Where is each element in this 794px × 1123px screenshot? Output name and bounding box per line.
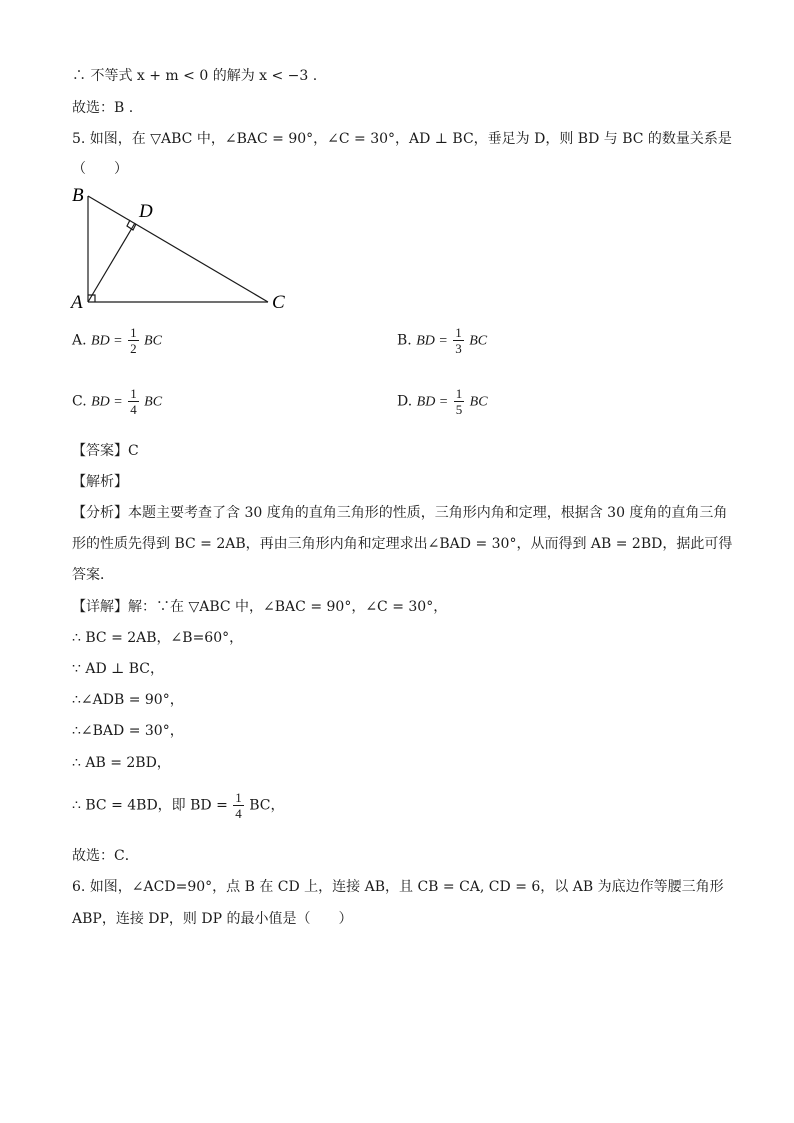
label-c: C	[272, 292, 285, 312]
label-b: B	[72, 185, 84, 206]
detail-last-pre: ∴ BC = 4BD，即 BD =	[72, 797, 228, 814]
option-letter: D.	[397, 393, 413, 410]
option-lhs: BD =	[416, 394, 449, 410]
q6-stem-line-2: ABP，连接 DP，则 DP 的最小值是（ ）	[72, 911, 353, 927]
detail-line-3: ∵ AD ⊥ BC，	[72, 661, 165, 677]
option-rhs: BC	[469, 333, 488, 349]
fraction: $\frac{1}{2}$	[130, 325, 137, 356]
option-rhs: BC	[144, 394, 163, 410]
detail-line-4: ∴∠ADB = 90°，	[72, 692, 184, 708]
fenxi-text-1: 本题主要考查了含 30 度角的直角三角形的性质，三角形内角和定理，根据含 30 度角的直角三角	[128, 505, 728, 521]
option-rhs: BC	[469, 394, 488, 410]
option-letter: A.	[72, 332, 87, 349]
label-a: A	[71, 292, 83, 312]
option-c	[72, 386, 162, 417]
detail-text-1: 解：∵在 ▽ABC 中，∠BAC = 90°，∠C = 30°，	[128, 599, 448, 615]
detail-line-1	[72, 597, 447, 617]
fraction: $\frac{1}{3}$	[455, 325, 462, 356]
detail-line-5: ∴∠BAD = 30°，	[72, 723, 184, 739]
option-letter: C.	[72, 393, 87, 410]
detail-tag: 【详解】	[72, 599, 128, 615]
q6-stem-line-1: 6. 如图，∠ACD=90°，点 B 在 CD 上，连接 AB，且 CB = CA, CD = 6，以 AB 为底边作等腰三角形	[72, 879, 724, 895]
fenxi-line-3: 答案．	[72, 567, 114, 583]
q5-blank: （ ）	[72, 161, 128, 177]
option-lhs: BD =	[91, 333, 123, 349]
q5-choose-line: 故选：C．	[72, 848, 139, 864]
fenxi-tag: 【分析】	[72, 505, 128, 521]
option-d	[397, 386, 488, 417]
q5-triangle-figure	[68, 182, 298, 312]
detail-line-6: ∴ AB = 2BD，	[72, 755, 171, 771]
option-lhs: BD =	[416, 333, 448, 349]
prev-choose-line: 故选：B .	[72, 100, 134, 116]
answer-tag: 【答案】	[72, 443, 128, 459]
option-lhs: BD =	[91, 394, 123, 410]
q5-stem: 5. 如图，在 ▽ABC 中，∠BAC = 90°，∠C = 30°，AD ⊥ BC，垂足为 D，则 BD 与 BC 的数量关系是	[72, 131, 732, 147]
option-letter: B.	[397, 332, 412, 349]
label-d: D	[139, 201, 153, 222]
prev-solution-line: ∴ 不等式 x + m < 0 的解为 x < −3 .	[72, 68, 318, 84]
option-b	[397, 325, 487, 356]
option-a	[72, 325, 162, 356]
answer-value: C	[128, 443, 139, 459]
detail-last-post: BC，	[249, 797, 285, 814]
detail-line-7	[72, 790, 284, 821]
option-rhs: BC	[144, 333, 162, 349]
segment-ad	[88, 223, 135, 302]
analysis-tag: 【解析】	[72, 474, 128, 490]
fenxi-line-2: 形的性质先得到 BC = 2AB，再由三角形内角和定理求出∠BAD = 30°，从而得到 AB = 2BD，据此可得	[72, 536, 733, 552]
fraction: $\frac{1}{5}$	[455, 386, 463, 417]
fraction: $\frac{1}{4}$	[130, 386, 137, 417]
fenxi-line-1	[72, 503, 727, 523]
fraction: $\frac{1}{4}$	[235, 790, 242, 821]
segment-bc	[88, 196, 268, 302]
answer-line	[72, 441, 139, 461]
detail-line-2: ∴ BC = 2AB，∠B=60°，	[72, 630, 244, 646]
